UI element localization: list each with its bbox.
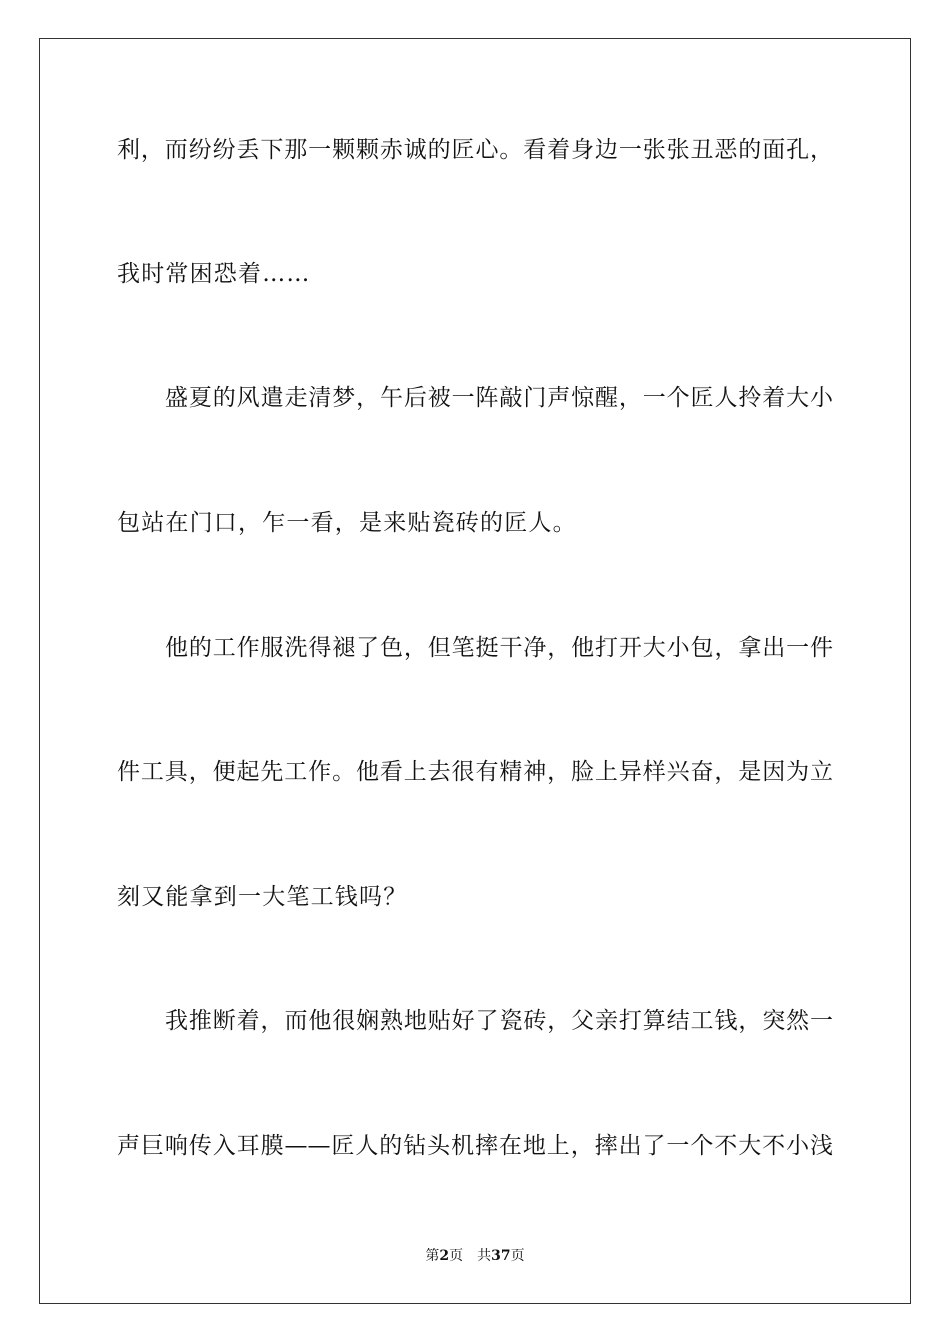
text-line-paragraph-start: 我推断着，而他很娴熟地贴好了瓷砖，父亲打算结工钱，突然一: [165, 1008, 833, 1034]
total-suffix: 页: [510, 1248, 525, 1264]
total-pages: 37: [491, 1248, 511, 1264]
text-line: 件工具，便起先工作。他看上去很有精神，脸上异样兴奋，是因为立: [117, 759, 833, 785]
text-line-paragraph-start: 盛夏的风遣走清梦，午后被一阵敲门声惊醒，一个匠人拎着大小: [165, 385, 833, 411]
text-line: 声巨响传入耳膜——匠人的钻头机摔在地上，摔出了一个不大不小浅: [117, 1133, 833, 1159]
text-line: 包站在门口，乍一看，是来贴瓷砖的匠人。: [117, 510, 577, 536]
page-footer: [0, 1246, 950, 1266]
total-prefix: 共: [477, 1248, 492, 1264]
page-number: 2: [439, 1248, 450, 1264]
text-line-paragraph-start: 他的工作服洗得褪了色，但笔挺干净，他打开大小包，拿出一件: [165, 635, 833, 661]
text-line: 刻又能拿到一大笔工钱吗？: [117, 884, 408, 910]
text-line: 利，而纷纷丢下那一颗颗赤诚的匠心。看着身边一张张丑恶的面孔，: [117, 137, 833, 163]
page-suffix: 页: [449, 1248, 464, 1264]
text-line: 我时常困恐着……: [117, 261, 311, 287]
page-frame: [39, 38, 911, 1304]
page-prefix: 第: [425, 1248, 440, 1264]
